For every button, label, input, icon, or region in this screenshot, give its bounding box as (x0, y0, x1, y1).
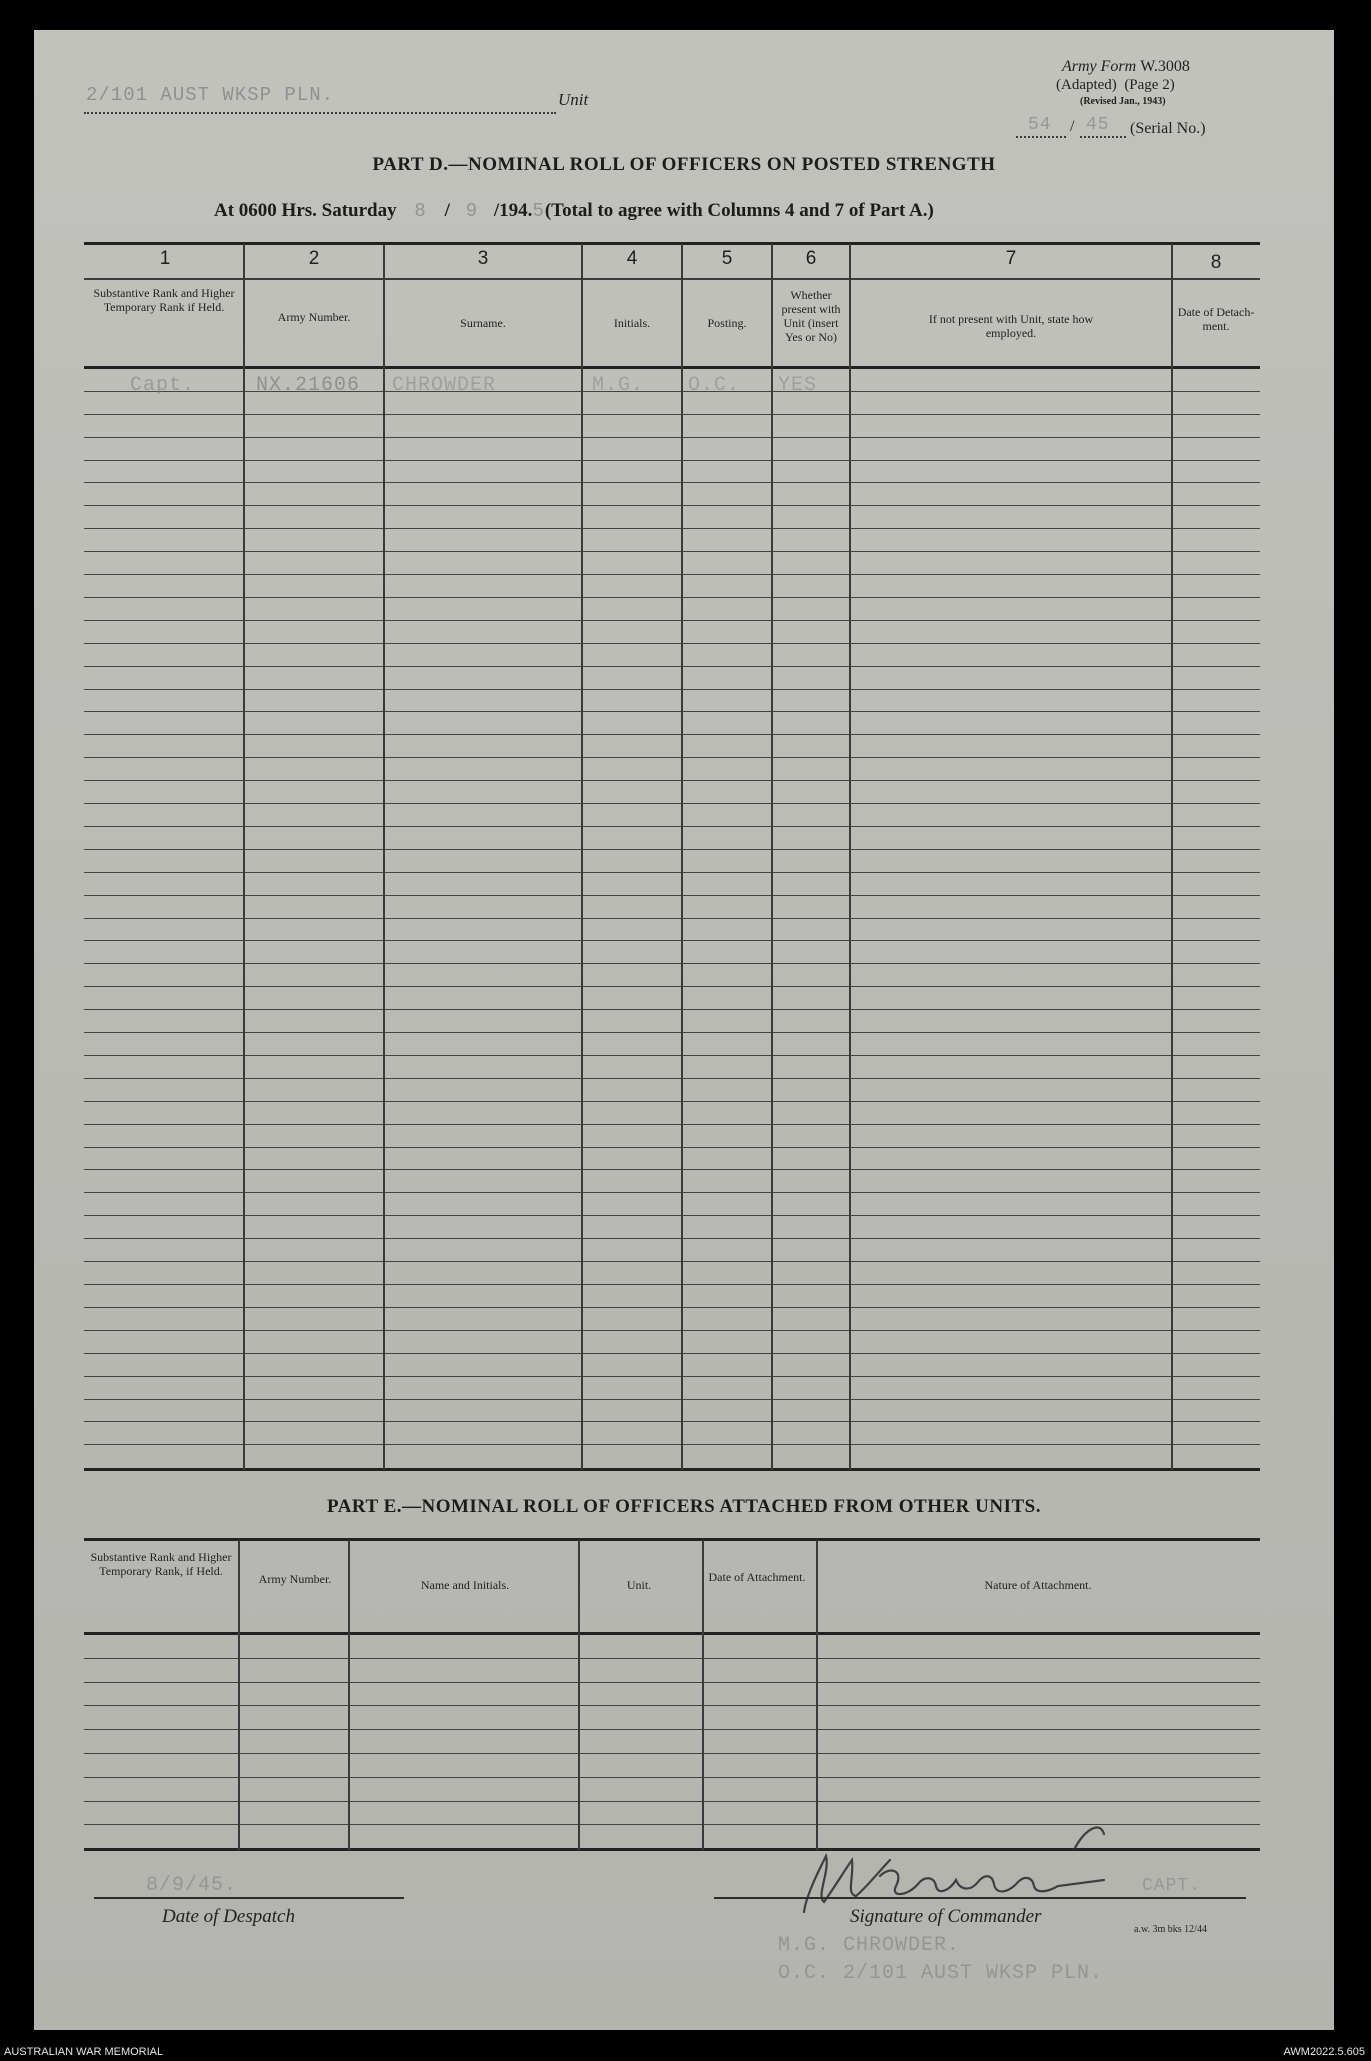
date-prefix: At 0600 Hrs. Saturday (214, 200, 397, 221)
serial-typed-a: 54 (1028, 115, 1052, 135)
commander-typed-name: M.G. CHROWDER. (778, 1934, 961, 1957)
col-header-detachment: Date of Detach-ment. (1177, 305, 1255, 333)
col-num-3: 3 (477, 248, 489, 269)
e-header-nature: Nature of Attachment. (984, 1578, 1092, 1592)
unit-typed: 2/101 AUST WKSP PLN. (86, 84, 335, 106)
col-header-posting: Posting. (707, 316, 747, 330)
col-header-present: Whether present with Unit (insert Yes or No) (781, 288, 841, 344)
row1-initials: M.G. (592, 374, 645, 397)
archive-caption-left: AUSTRALIAN WAR MEMORIAL (4, 2046, 164, 2058)
row1-surname: CHROWDER (392, 374, 497, 397)
despatch-typed: 8/9/45. (146, 1874, 238, 1897)
form-adapted-label: (Adapted) (1056, 77, 1117, 93)
row1-posting: O.C. (688, 374, 741, 397)
col-header-army-number: Army Number. (277, 310, 351, 324)
col-num-7: 7 (1005, 248, 1017, 269)
form-title-label: Army Form (1062, 58, 1137, 75)
e-header-unit: Unit. (626, 1578, 652, 1592)
row1-rank: Capt. (130, 374, 196, 397)
year-typed: 5 (532, 200, 545, 222)
e-header-rank: Substantive Rank and Higher Temporary Rank, if Held. (90, 1550, 232, 1578)
print-code: a.w. 3m bks 12/44 (1134, 1924, 1207, 1935)
serial-label: (Serial No.) (1130, 120, 1206, 137)
form-revised: (Revised Jan., 1943) (1080, 96, 1166, 107)
col-header-rank: Substantive Rank and Higher Temporary Rank if Held. (93, 286, 235, 314)
col-num-4: 4 (626, 248, 638, 269)
e-header-army-number: Army Number. (258, 1572, 332, 1586)
col-header-initials: Initials. (613, 316, 651, 330)
part-d-title: PART D.—NOMINAL ROLL OF OFFICERS ON POSTED STRENGTH (372, 154, 996, 175)
col-header-surname: Surname. (460, 316, 506, 330)
form-number: W.3008 (1140, 58, 1190, 75)
year-prefix: /194. (493, 200, 533, 221)
signature-rank: CAPT. (1142, 1876, 1202, 1896)
part-e-title: PART E.—NOMINAL ROLL OF OFFICERS ATTACHED FROM OTHER UNITS. (327, 1496, 1041, 1517)
row1-army-number: NX.21606 (256, 374, 361, 397)
unit-label: Unit (558, 90, 589, 109)
e-header-date: Date of Attachment. (708, 1570, 806, 1584)
serial-typed-b: 45 (1086, 115, 1110, 135)
commander-typed-unit: O.C. 2/101 AUST WKSP PLN. (778, 1962, 1104, 1985)
month-typed: 9 (465, 200, 479, 222)
row1-present: YES (778, 374, 818, 397)
e-header-name: Name and Initials. (420, 1578, 510, 1592)
form-sheet: Army Form W.3008 (Adapted) (Page 2) (Revised Jan., 1943) 2/101 AUST WKSP PLN. Unit 54 / 45 (Serial No.) PART D.—NOMINAL ROLL OF OFFICERS ON POSTED STRENGTH At 0600 Hrs. Saturday 8 / 9 /194.5(Total to agree with Columns 4 and 7 of Part A.) 1 2 3 4 5 6 7 8 Substantive Rank and Higher Temporary Rank if Held. Army Number. Surname. Initials. Posting. Whether present with Unit (insert Yes or No) If not present with Unit, state how employed. Date of Detach-ment. Capt. NX.21606 CHROWDER M.G. O.C. YES PART E.—NOMINAL ROLL OF OFFICERS ATTACHED FROM OTHER UNITS. Substantive Rank and Higher Temporary Rank, if Held. Army Number. Name and Initials. Unit. Date of Attachment. Nature of Attachment. 8/9/45. Date of Despatch CAPT. Signature of Commander a.w. 3m bks 12/44 M.G. CHROWDER. O.C. 2/101 AUST WKSP PLN. (34, 30, 1334, 2030)
form-page-label: (Page 2) (1124, 77, 1175, 93)
day-typed: 8 (414, 200, 427, 222)
col-num-5: 5 (721, 248, 733, 269)
signature-label: Signature of Commander (850, 1906, 1042, 1927)
despatch-label: Date of Despatch (162, 1906, 295, 1927)
col-header-employed: If not present with Unit, state how employed. (928, 312, 1094, 340)
part-d-date-line: At 0600 Hrs. Saturday 8 / 9 /194.5(Total to agree with Columns 4 and 7 of Part A.) (214, 200, 934, 222)
col-num-2: 2 (308, 248, 320, 269)
col-num-1: 1 (159, 248, 171, 269)
col-num-8: 8 (1210, 252, 1222, 273)
archive-caption-right: AWM2022.5.605 (1283, 2046, 1365, 2058)
col-num-6: 6 (805, 248, 817, 269)
signature-image (34, 30, 1334, 2030)
date-suffix: (Total to agree with Columns 4 and 7 of Part A.) (544, 200, 934, 221)
